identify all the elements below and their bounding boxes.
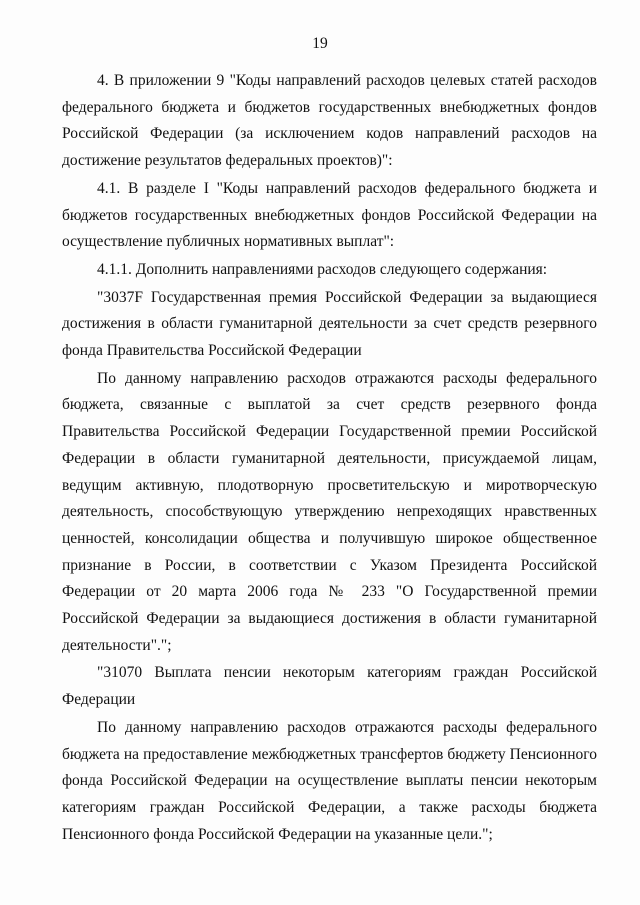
paragraph-appendix-9: 4. В приложении 9 "Коды направлений расходов целевых статей расходов федерального бюджета и бюджетов государственных внебюджетных фондов Российской Федерации (за исключением кодов направлений расходов на достижение результатов федеральных проектов)": <box>62 72 597 170</box>
paragraph-code-3037f-description: По данному направлению расходов отражаются расходы федерального бюджета, связанные с выплатой за счет средств резервного фонда Правительства Российской Федерации Государственной премии Российской Федерации в области гуманитарной деятельности, присуждаемой лицам, ведущим активную, плодотворную просветительскую и миротворческую деятельность, способствующую утверждению непреходящих нравственных ценностей, консолидации общества и получившую широкое общественное признание в России, в соответствии с Указом Президента Российской Федерации от 20 марта 2006 года № 233 "О Государственной премии Российской Федерации за выдающиеся достижения в области гуманитарной деятельности"."; <box>62 369 597 654</box>
paragraph-code-31070-description: По данному направлению расходов отражаются расходы федерального бюджета на предоставление межбюджетных трансфертов бюджету Пенсионного фонда Российской Федерации на осуществление выплаты пенсии некоторым категориям граждан Российской Федерации, а также расходы бюджета Пенсионного фонда Российской Федерации на указанные цели."; <box>62 718 597 843</box>
document-body <box>62 68 597 848</box>
paragraph-section-1: 4.1. В разделе I "Коды направлений расходов федерального бюджета и бюджетов государственных внебюджетных фондов Российской Федерации на осуществление публичных нормативных выплат": <box>62 179 597 251</box>
paragraph-add-directions: 4.1.1. Дополнить направлениями расходов следующего содержания: <box>97 260 548 278</box>
paragraph-code-31070: "31070 Выплата пенсии некоторым категориям граждан Российской Федерации <box>62 664 597 709</box>
paragraph-code-3037f: "3037F Государственная премия Российской Федерации за выдающиеся достижения в области гуманитарной деятельности за счет средств резервного фонда Правительства Российской Федерации <box>62 288 597 360</box>
page-number: 19 <box>312 35 328 52</box>
